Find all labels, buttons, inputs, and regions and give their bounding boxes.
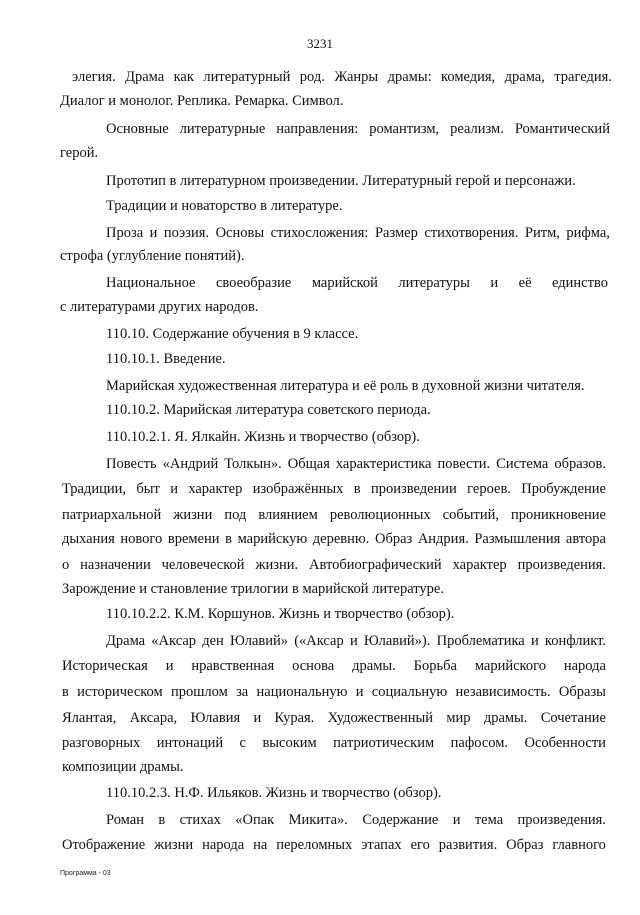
footer-label: Программа - 03: [60, 870, 111, 877]
text-line: Отображение жизни народа на переломных этапах его развития. Образ главного: [62, 837, 606, 853]
text-line: Повесть «Андрий Толкын». Общая характеристика повести. Система образов.: [106, 456, 606, 472]
text-line: 110.10.2.2. К.М. Коршунов. Жизнь и творчество (обзор).: [106, 606, 455, 622]
text-line: 110.10.2. Марийская литература советского периода.: [106, 402, 431, 418]
text-line: Традиции, быт и характер изображённых в произведении героев. Пробуждение: [62, 481, 606, 497]
text-line: в историческом прошлом за национальную и социальную независимость. Образы: [62, 684, 606, 700]
text-line: герой.: [60, 145, 99, 161]
text-line: Национальное своеобразие марийской литературы и её единство: [106, 275, 608, 291]
text-line: Зарождение и становление трилогии в марийской литературе.: [62, 581, 444, 597]
text-line: Историческая и нравственная основа драмы. Борьба марийского народа: [62, 658, 606, 674]
text-line: композиции драмы.: [62, 759, 184, 775]
text-line: Прототип в литературном произведении. Литературный герой и персонажи.: [106, 173, 576, 189]
text-line: Драма «Аксар ден Юлавий» («Аксар и Юлавий»). Проблематика и конфликт.: [106, 633, 606, 649]
text-line: с литературами других народов.: [60, 299, 259, 315]
text-line: о назначении человеческой жизни. Автобиографический характер произведения.: [62, 557, 606, 573]
text-line: дыхания нового времени в марийскую деревню. Образ Андрия. Размышления автора: [62, 531, 606, 547]
text-line: элегия. Драма как литературный род. Жанры драмы: комедия, драма, трагедия.: [72, 69, 612, 85]
text-line: 110.10.2.1. Я. Ялкайн. Жизнь и творчество (обзор).: [106, 429, 420, 445]
text-line: 110.10.1. Введение.: [106, 351, 226, 367]
text-line: 110.10. Содержание обучения в 9 классе.: [106, 326, 359, 342]
text-line: строфа (углубление понятий).: [60, 248, 245, 264]
text-line: Традиции и новаторство в литературе.: [106, 198, 343, 214]
text-line: Проза и поэзия. Основы стихосложения: Размер стихотворения. Ритм, рифма,: [106, 225, 610, 241]
text-line: Диалог и монолог. Реплика. Ремарка. Символ.: [60, 93, 344, 109]
text-line: разговорных интонаций с высоким патриотическим пафосом. Особенности: [62, 735, 606, 751]
page-number: 3231: [307, 36, 333, 51]
text-line: 110.10.2.3. Н.Ф. Ильяков. Жизнь и творчество (обзор).: [106, 785, 442, 801]
text-line: Марийская художественная литература и её роль в духовной жизни читателя.: [106, 378, 585, 394]
text-line: патриархальной жизни под влиянием революционных событий, проникновение: [62, 507, 606, 523]
text-line: Ялантая, Аксара, Юлавия и Курая. Художественный мир драмы. Сочетание: [62, 710, 606, 726]
text-line: Основные литературные направления: романтизм, реализм. Романтический: [106, 121, 610, 137]
text-line: Роман в стихах «Опак Микита». Содержание и тема произведения.: [106, 812, 606, 828]
